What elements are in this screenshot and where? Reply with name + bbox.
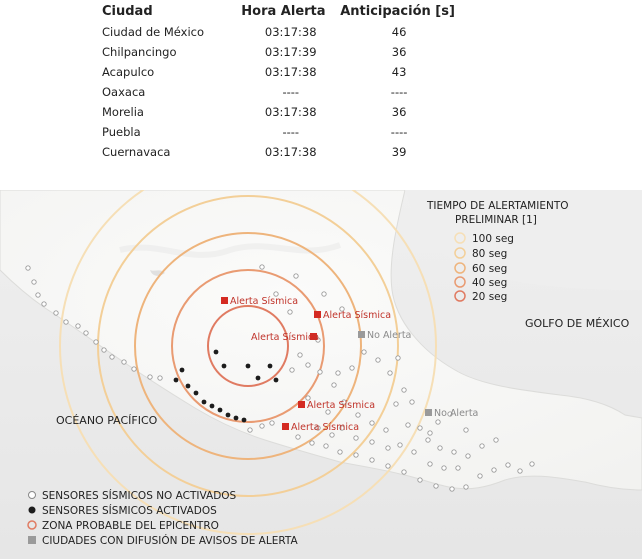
alert-time-cell: ---- (282, 125, 300, 139)
alert-time-cell: 03:17:38 (264, 145, 317, 159)
sensor-inactive (428, 431, 432, 435)
sensor-inactive (102, 348, 106, 352)
sensor-inactive (318, 370, 322, 374)
sensor-inactive (370, 421, 374, 425)
legend-label: SENSORES SÍSMICOS ACTIVADOS (42, 505, 217, 517)
sensor-inactive (418, 478, 422, 482)
sensor-active (210, 404, 215, 409)
sensor-active (234, 416, 239, 421)
sensor-inactive (330, 433, 334, 437)
sensor-active (180, 368, 185, 373)
anticipation-cell: 36 (391, 105, 407, 119)
ring-legend-label: 60 seg (472, 263, 508, 275)
sensor-inactive (506, 463, 510, 467)
sensor-active (246, 364, 251, 369)
anticipation-cell: 43 (391, 65, 407, 79)
city-cell: Oaxaca (102, 85, 146, 99)
sensor-inactive (386, 446, 390, 450)
sensor-active (256, 376, 261, 381)
sensor-inactive (370, 440, 374, 444)
city-cell: Chilpancingo (102, 45, 177, 59)
sensor-inactive (260, 424, 264, 428)
sensor-inactive (402, 388, 406, 392)
sensor-inactive (428, 462, 432, 466)
sensor-inactive (64, 320, 68, 324)
sensor-active (174, 378, 179, 383)
sensor-inactive (296, 435, 300, 439)
sensor-inactive (294, 274, 298, 278)
sensor-active-icon (29, 507, 36, 514)
sensor-inactive (464, 428, 468, 432)
sensor-inactive (388, 371, 392, 375)
ring-legend-label: 100 seg (472, 233, 514, 245)
sensor-inactive (132, 367, 136, 371)
sensor-inactive (260, 265, 264, 269)
sensor-inactive (442, 466, 446, 470)
ring-legend-title: TIEMPO DE ALERTAMIENTO (427, 200, 569, 212)
sensor-inactive (386, 464, 390, 468)
anticipation-cell: ---- (390, 85, 408, 99)
sensor-inactive (36, 293, 40, 297)
alert-time-cell: ---- (282, 85, 300, 99)
sensor-inactive (412, 450, 416, 454)
sensor-inactive (32, 280, 36, 284)
anticipation-cell: 36 (391, 45, 407, 59)
sensor-active (268, 364, 273, 369)
column-header-alert-time: Hora Alerta (241, 3, 326, 19)
sensor-inactive (394, 402, 398, 406)
no-alert-city-label: No Alerta (367, 330, 412, 341)
sensor-inactive (418, 426, 422, 430)
sensor-inactive (356, 413, 360, 417)
alert-city-label: Alerta Sísmica (323, 310, 392, 321)
sensor-inactive (324, 444, 328, 448)
table-row (98, 122, 458, 142)
table-row (98, 142, 458, 162)
ring-legend-subtitle: PRELIMINAR [1] (455, 214, 537, 226)
sensor-inactive (466, 454, 470, 458)
sensor-inactive (336, 371, 340, 375)
column-header-city: Ciudad (102, 3, 153, 19)
sensor-inactive (376, 358, 380, 362)
alert-city-marker (298, 401, 305, 408)
legend-label: CIUDADES CON DIFUSIÓN DE AVISOS DE ALERTA (42, 535, 298, 547)
alert-time-cell: 03:17:38 (264, 25, 317, 39)
anticipation-cell: ---- (390, 125, 408, 139)
sensor-inactive (306, 363, 310, 367)
legend-label: SENSORES SÍSMICOS NO ACTIVADOS (42, 490, 237, 502)
sensor-active (214, 350, 219, 355)
sensor-inactive (406, 423, 410, 427)
sensor-inactive (494, 438, 498, 442)
ring-legend-label: 80 seg (472, 248, 508, 260)
sensor-inactive (464, 485, 468, 489)
sensor-inactive (354, 453, 358, 457)
sensor-inactive (122, 360, 126, 364)
sensor-inactive (456, 466, 460, 470)
alert-time-cell: 03:17:39 (264, 45, 317, 59)
sensor-active (202, 400, 207, 405)
sensor-inactive (310, 441, 314, 445)
alert-city-label: Alerta Sísmica (251, 332, 320, 343)
city-cell: Acapulco (102, 65, 155, 79)
ring-legend-label: 40 seg (472, 277, 508, 289)
table-row (98, 102, 458, 122)
sensor-inactive (322, 292, 326, 296)
sensor-inactive (426, 438, 430, 442)
sensor-inactive (298, 353, 302, 357)
no-alert-city-marker (358, 331, 365, 338)
column-header-anticipation: Anticipación [s] (340, 3, 455, 19)
city-cell: Morelia (102, 105, 144, 119)
sensor-inactive (410, 400, 414, 404)
alert-city-label: Alerta Sísmica (230, 296, 299, 307)
sensor-inactive (84, 331, 88, 335)
sensor-inactive (402, 470, 406, 474)
pacific-ocean-label: OCÉANO PACÍFICO (56, 414, 158, 427)
alert-city-label: Alerta Sísmica (291, 422, 360, 433)
sensor-inactive (480, 444, 484, 448)
sensor-inactive (384, 428, 388, 432)
sensor-inactive (42, 302, 46, 306)
sensor-active (222, 364, 227, 369)
sensor-inactive (350, 366, 354, 370)
table-row (98, 82, 458, 102)
sensor-inactive (54, 311, 58, 315)
sensor-inactive (436, 420, 440, 424)
sensor-active (186, 384, 191, 389)
ring-legend-label: 20 seg (472, 291, 508, 303)
sensor-inactive (94, 340, 98, 344)
table-header-row (98, 0, 458, 22)
sensor-inactive (438, 446, 442, 450)
sensor-inactive-icon (29, 492, 36, 499)
sensor-inactive (354, 436, 358, 440)
sensor-inactive (478, 474, 482, 478)
gulf-of-mexico-label: GOLFO DE MÉXICO (525, 317, 630, 330)
alert-map (0, 190, 642, 559)
sensor-inactive (452, 450, 456, 454)
sensor-active (242, 418, 247, 423)
sensor-inactive (110, 355, 114, 359)
sensor-inactive (270, 421, 274, 425)
sensor-active (274, 378, 279, 383)
sensor-inactive (396, 356, 400, 360)
sensor-inactive (530, 462, 534, 466)
sensor-active (218, 408, 223, 413)
sensor-inactive (148, 375, 152, 379)
sensor-inactive (76, 324, 80, 328)
sensor-inactive (290, 368, 294, 372)
alert-city-marker (282, 423, 289, 430)
sensor-inactive (288, 310, 292, 314)
anticipation-cell: 39 (391, 145, 407, 159)
sensor-active (226, 413, 231, 418)
anticipation-cell: 46 (391, 25, 407, 39)
sensor-inactive (450, 487, 454, 491)
alert-table (98, 0, 458, 162)
sensor-inactive (338, 450, 342, 454)
city-cell: Cuernavaca (102, 145, 171, 159)
city-cell: Puebla (102, 125, 141, 139)
sensor-inactive (398, 443, 402, 447)
sensor-inactive (158, 376, 162, 380)
city-cell: Ciudad de México (102, 25, 205, 39)
sensor-inactive (332, 383, 336, 387)
sensor-inactive (370, 458, 374, 462)
alert-city-marker (314, 311, 321, 318)
alert-city-marker (221, 297, 228, 304)
sensor-inactive (518, 469, 522, 473)
sensor-inactive (248, 428, 252, 432)
sensor-inactive (434, 484, 438, 488)
table-row (98, 22, 458, 42)
table-row (98, 62, 458, 82)
alert-city-label: Alerta Sísmica (307, 400, 376, 411)
no-alert-city-marker (425, 409, 432, 416)
alert-time-cell: 03:17:38 (264, 65, 317, 79)
sensor-inactive (362, 350, 366, 354)
sensor-inactive (492, 468, 496, 472)
alert-table-grid (98, 0, 458, 162)
legend-label: ZONA PROBABLE DEL EPICENTRO (42, 520, 219, 532)
table-row (98, 42, 458, 62)
alert-time-cell: 03:17:38 (264, 105, 317, 119)
city-broadcast-icon (28, 536, 36, 544)
no-alert-city-label: No Alerta (434, 408, 479, 419)
sensor-inactive (26, 266, 30, 270)
sensor-active (194, 391, 199, 396)
